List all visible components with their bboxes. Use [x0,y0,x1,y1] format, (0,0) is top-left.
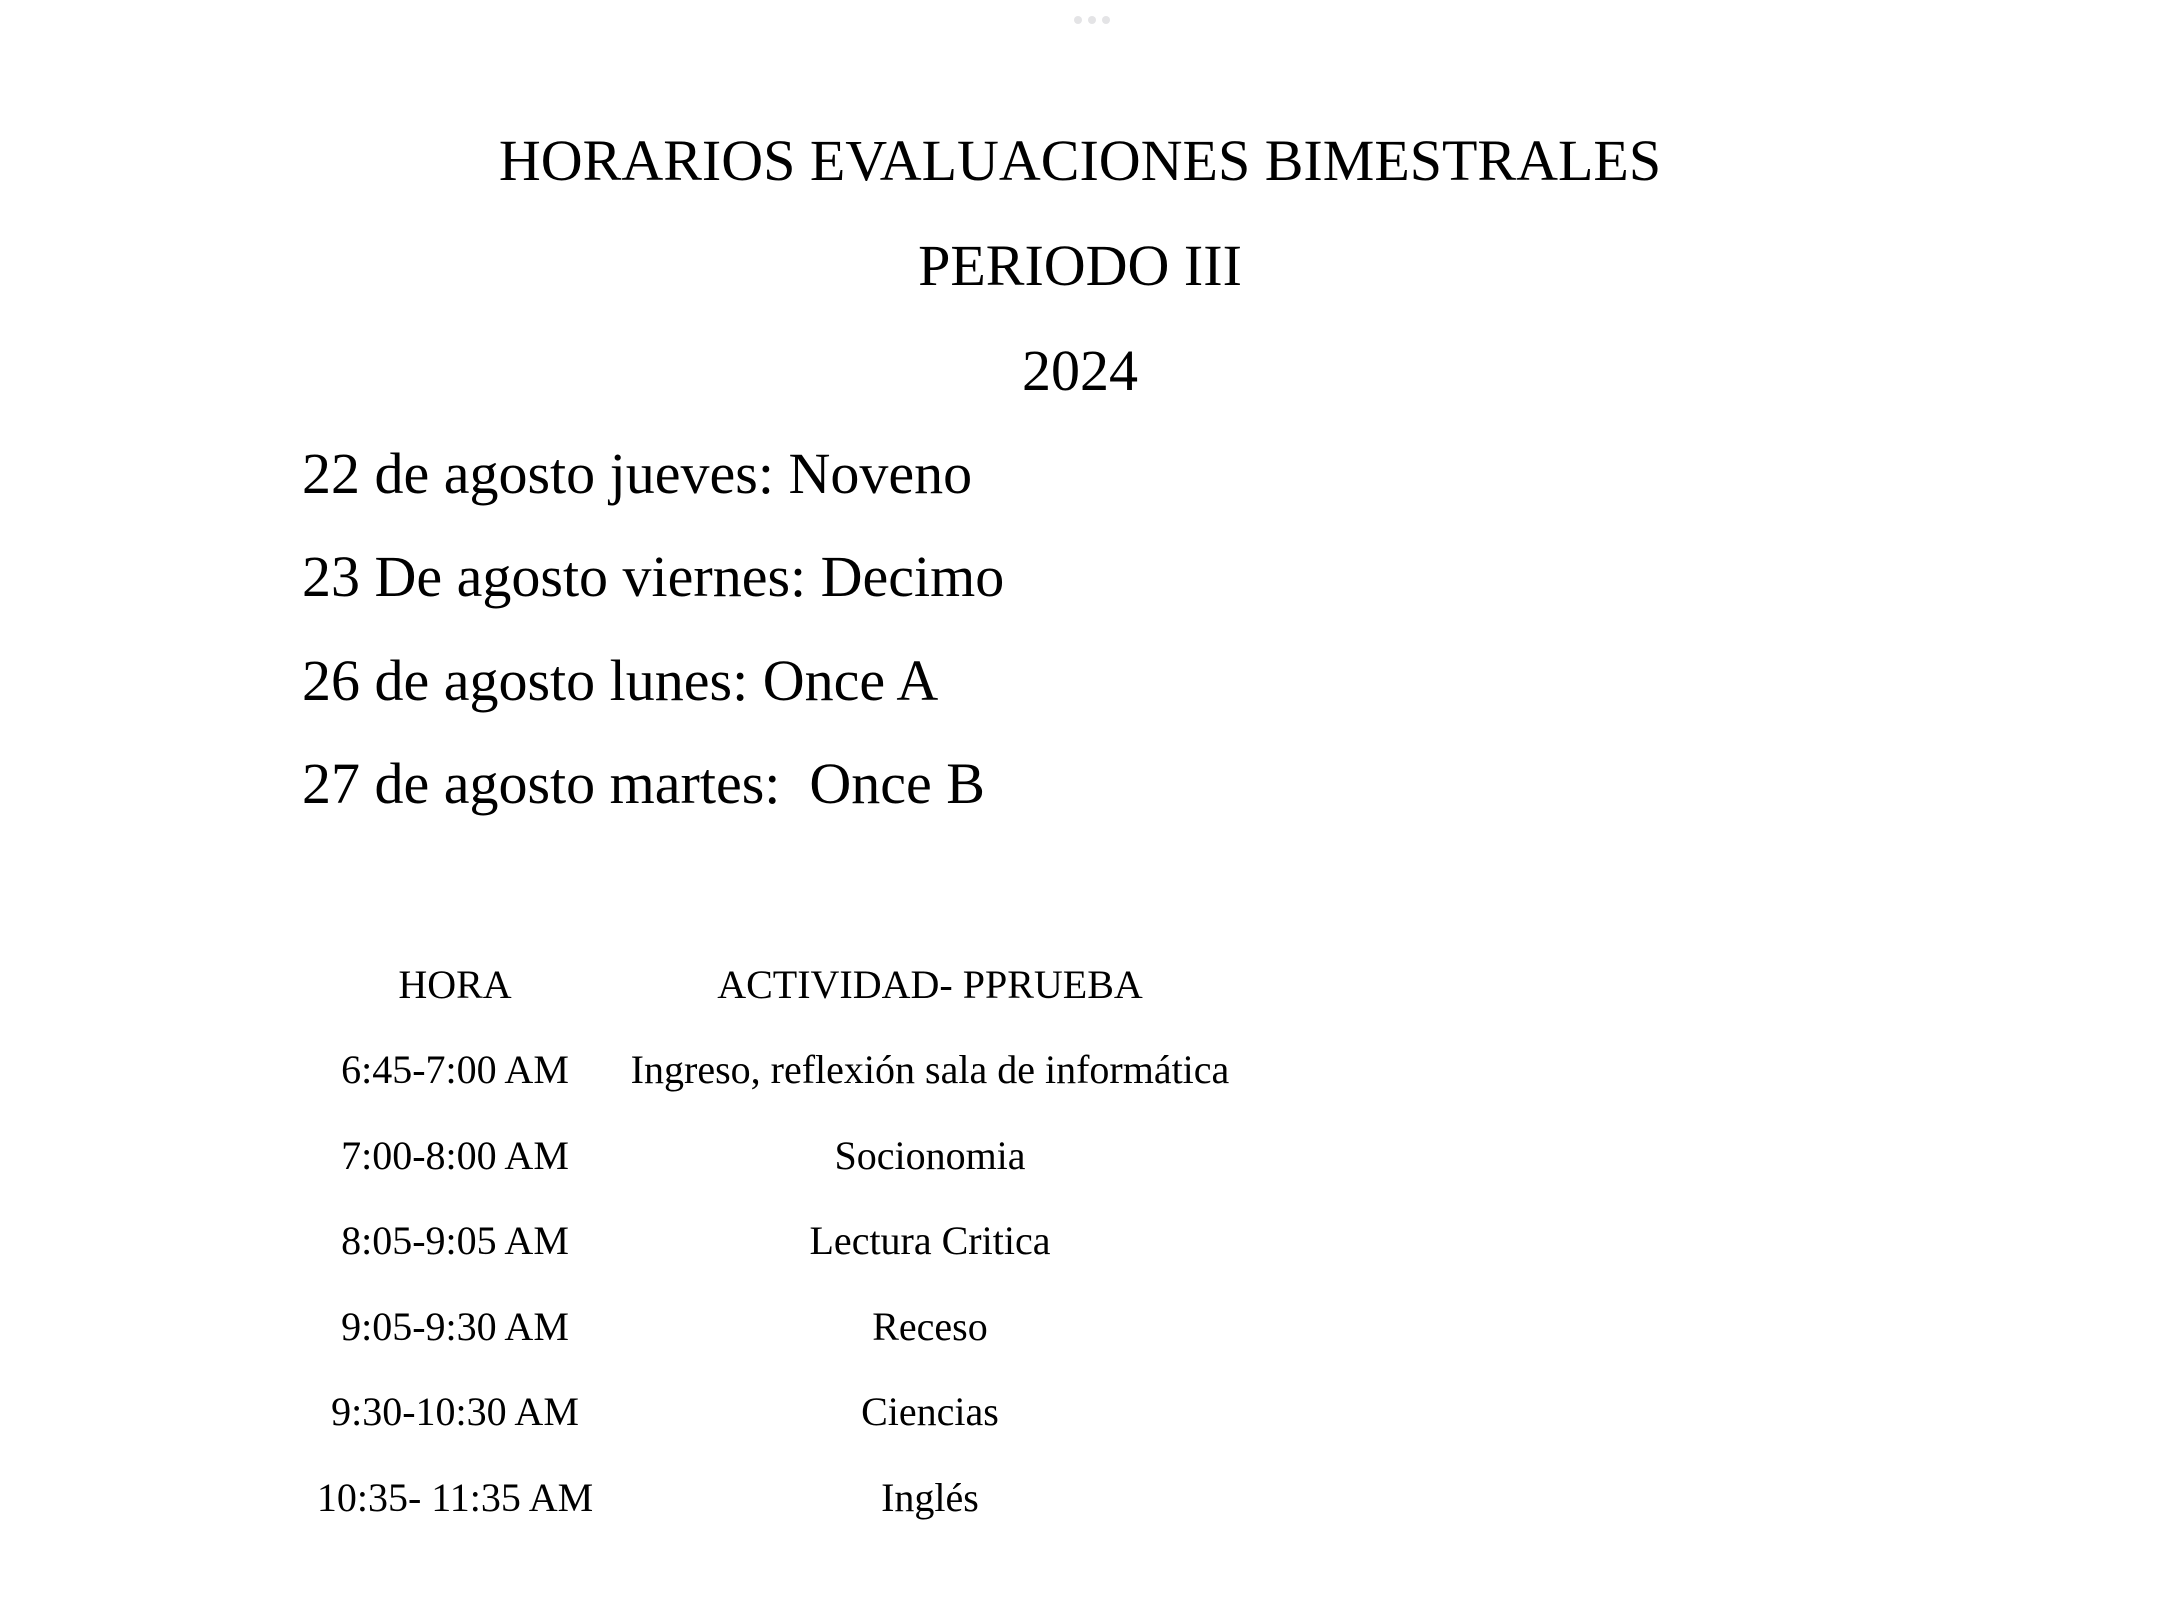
actividad-cell: Inglés [881,1475,979,1520]
grabber-dot-icon [1102,16,1110,24]
actividad-cell: Socionomia [834,1133,1026,1178]
hora-cell: 7:00-8:00 AM [341,1133,569,1178]
actividad-cell: Ciencias [861,1389,999,1434]
column-header-hora: HORA [398,962,512,1007]
document-year: 2024 [1022,338,1138,403]
actividad-cell: Ingreso, reflexión sala de informática [630,1047,1230,1092]
hora-cell: 6:45-7:00 AM [341,1047,569,1092]
document-period: PERIODO III [918,233,1242,298]
grabber-dot-icon [1088,16,1096,24]
column-header-actividad: ACTIVIDAD- PPRUEBA [717,962,1143,1007]
document-title: HORARIOS EVALUACIONES BIMESTRALES [498,128,1662,193]
date-line: 22 de agosto jueves: Noveno [302,441,973,506]
hora-cell: 8:05-9:05 AM [341,1218,569,1263]
hora-cell: 9:05-9:30 AM [341,1304,569,1349]
actividad-cell: Lectura Critica [809,1218,1051,1263]
window-grabber[interactable] [1070,14,1114,26]
hora-cell: 9:30-10:30 AM [331,1389,579,1434]
date-line: 23 De agosto viernes: Decimo [302,544,1005,609]
grabber-dot-icon [1074,16,1082,24]
actividad-cell: Receso [872,1304,988,1349]
hora-cell: 10:35- 11:35 AM [316,1475,594,1520]
date-line: 26 de agosto lunes: Once A [302,648,939,713]
date-line: 27 de agosto martes: Once B [302,751,985,816]
